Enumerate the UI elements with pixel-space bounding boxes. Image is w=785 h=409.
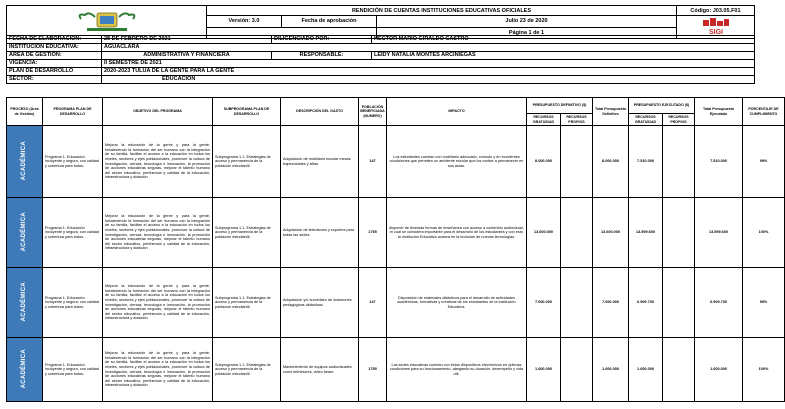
def-gratuidad-cell: 8.000.000	[527, 126, 561, 198]
ejec-gratuidad-cell: 7.510.000	[629, 126, 663, 198]
col-def-propios: RECURSOS PROPIOS	[561, 114, 593, 126]
porcentaje-cell: 100%	[743, 338, 785, 402]
total-def-cell: 13.600.000	[593, 198, 629, 268]
def-propios-cell	[561, 338, 593, 402]
col-programa: PROGRAMA PLAN DE DESARROLLO	[43, 98, 103, 126]
area-value: ADMINISTRATIVA Y FINANCIERA	[102, 52, 272, 60]
page-number: Página 1 de 1	[377, 27, 677, 39]
col-presupuesto-ejecutado: PRESUPUESTO EJECUTADO ($)	[629, 98, 695, 114]
def-gratuidad-cell: 7.000.000	[527, 268, 561, 338]
responsable-value: LEIDY NATALIA MONTES ARCINIEGAS	[372, 52, 755, 60]
descripcion-cell: Adquisición y/o suministro de dotaciones pedagógicas didácticas.	[281, 268, 359, 338]
fecha-value: 28 DE FEBRERO DE 2021	[102, 36, 272, 44]
poblacion-cell: 147	[359, 126, 387, 198]
subprograma-cell: Subprograma 1.1. Estrategias de acceso y permanencia de la población estudiantil.	[213, 268, 281, 338]
objetivo-cell: Mejorar la educación de la gente y para la gente, fortaleciendo la formación del ser humano con la integración de su familia, facilitar el acceso a la educación en todos los niveles, sectores y ejes poblacionales, promover la cultura de investigación, ciencia, tecnología e innovación, la promoción de acciones educativas seguras, mejorar el talento humano del sector educativo, pertinencia y calidad de la educación, infraestructura y dotación	[103, 126, 213, 198]
area-label: AREA DE GESTIÓN:	[7, 52, 102, 60]
ejec-gratuidad-cell: 6.909.700	[629, 268, 663, 338]
ejec-propios-cell	[663, 198, 695, 268]
report-meta	[6, 35, 755, 84]
col-subprograma: SUBPROGRAMA PLAN DE DESARROLLO	[213, 98, 281, 126]
institucion-value: AGUACLARA	[102, 44, 755, 52]
ejec-gratuidad-cell: 13.599.600	[629, 198, 663, 268]
def-propios-cell	[561, 268, 593, 338]
proceso-label: ACADÉMICA	[21, 349, 28, 389]
proceso-cell	[7, 198, 43, 268]
table-row	[7, 198, 785, 268]
subprograma-cell: Subprograma 1.1. Estrategias de acceso y permanencia de la población estudiantil.	[213, 198, 281, 268]
proceso-cell	[7, 338, 43, 402]
total-ejec-cell: 6.909.700	[695, 268, 743, 338]
def-gratuidad-cell: 13.600.000	[527, 198, 561, 268]
total-def-cell: 8.000.000	[593, 126, 629, 198]
col-porcentaje: PORCENTAJE DE CUMPLIMIENTO	[743, 98, 785, 126]
poblacion-cell: 1755	[359, 338, 387, 402]
coat-of-arms-icon	[75, 9, 139, 33]
plan-label: PLAN DE DESARROLLO	[7, 68, 102, 76]
total-ejec-cell: 7.510.000	[695, 126, 743, 198]
table-row	[7, 268, 785, 338]
def-propios-cell	[561, 126, 593, 198]
diligenciado-label: DILIGENCIADO POR:	[272, 36, 372, 44]
report-header	[6, 5, 755, 39]
col-impacto: IMPACTO	[387, 98, 527, 126]
programa-cell: Programa 1. Educación incluyente y segura, con calidad y cobertura para todos.	[43, 268, 103, 338]
table-row	[7, 126, 785, 198]
def-propios-cell	[561, 198, 593, 268]
plan-value: 2020-2023 TULUA DE LA GENTE PARA LA GENTE	[102, 68, 755, 76]
proceso-label: ACADÉMICA	[21, 282, 28, 322]
approval-date: Julio 23 de 2020	[377, 16, 677, 28]
vigencia-value: II SEMESTRE DE 2021	[102, 60, 755, 68]
sigi-label: SIGI	[708, 29, 723, 36]
col-def-gratuidad: RECURSOS GRATUIDAD	[527, 114, 561, 126]
proceso-label: ACADÉMICA	[21, 212, 28, 252]
ejec-propios-cell	[663, 126, 695, 198]
impacto-cell: Disposición de materiales didácticos para el desarrollo de actividades académicas, formativas y creativas de los estudiantes de la Institución Educativa.	[387, 268, 527, 338]
sector-value: EDUCACIÓN	[102, 76, 755, 84]
col-total-definitivo: Total Presupuesto Definitivo	[593, 98, 629, 126]
col-descripcion: DESCRIPCIÓN DEL GASTO	[281, 98, 359, 126]
poblacion-cell: 147	[359, 268, 387, 338]
subprograma-cell: Subprograma 1.1. Estrategias de acceso y permanencia de la población estudiantil.	[213, 126, 281, 198]
proceso-label: ACADÉMICA	[21, 141, 28, 181]
impacto-cell: Las sedes educativas cuentan con éstos dispositivos electrónicos en óptimas condiciones para su funcionamiento, alargando su duración, desempeño y vida útil.	[387, 338, 527, 402]
col-ejec-gratuidad: RECURSOS GRATUIDAD	[629, 114, 663, 126]
sector-label: SECTOR:	[7, 76, 102, 84]
total-def-cell: 1.600.000	[593, 338, 629, 402]
descripcion-cell: Mantenimiento de equipos audiovisuales como televisores, video beam.	[281, 338, 359, 402]
proceso-cell	[7, 268, 43, 338]
col-poblacion: POBLACIÓN BENEFICIADA (NUMERO)	[359, 98, 387, 126]
ejec-gratuidad-cell: 1.600.000	[629, 338, 663, 402]
municipality-logo	[7, 6, 207, 39]
report-title: RENDICIÓN DE CUENTAS INSTITUCIONES EDUCATIVAS OFICIALES	[207, 6, 677, 16]
programa-cell: Programa 1. Educación incluyente y segura, con calidad y cobertura para todos.	[43, 126, 103, 198]
porcentaje-cell: 99%	[743, 268, 785, 338]
col-presupuesto-definitivo: PRESUPUESTO DEFINITIVO ($)	[527, 98, 593, 114]
table-row	[7, 338, 785, 402]
descripcion-cell: Adquisición de mobiliario escolar mesas trapezoidales y sillas.	[281, 126, 359, 198]
descripcion-cell: Adquisición de televisores y soportes para todas las sedes.	[281, 198, 359, 268]
col-proceso: PROCESO (Área de Gestión)	[7, 98, 43, 126]
budget-table	[6, 97, 785, 402]
ejec-propios-cell	[663, 268, 695, 338]
col-total-ejecutado: Total Presupuesto Ejecutado	[695, 98, 743, 126]
institucion-label: INSTITUCIÓN EDUCATIVA:	[7, 44, 102, 52]
programa-cell: Programa 1. Educación incluyente y segura, con calidad y cobertura para todos.	[43, 198, 103, 268]
sigi-logo-icon	[700, 16, 732, 36]
impacto-cell: disponer de diversas formas de enseñanza con acceso a contenido audiovisual, el cual se considera importante para el desarrollo de los estudiantes y con esto la Institución Educativa avanza en la inclusión de nuevas tecnologías.	[387, 198, 527, 268]
table-body	[7, 126, 785, 402]
col-ejec-propios: RECURSOS PROPIOS	[663, 114, 695, 126]
responsable-label: RESPONSABLE:	[272, 52, 372, 60]
porcentaje-cell: 100%	[743, 198, 785, 268]
objetivo-cell: Mejorar la educación de la gente y para la gente, fortaleciendo la formación del ser humano con la integración de su familia, facilitar el acceso a la educación en todos los niveles, sectores y ejes poblacionales, promover la cultura de investigación, ciencia, tecnología e innovación, la promoción de acciones educativas seguras, mejorar el talento humano del sector educativo, pertinencia y calidad de la educación, infraestructura y dotación	[103, 338, 213, 402]
poblacion-cell: 1755	[359, 198, 387, 268]
total-ejec-cell: 1.600.000	[695, 338, 743, 402]
programa-cell: Programa 1. Educación incluyente y segura, con calidad y cobertura para todos.	[43, 338, 103, 402]
version-label: Versión: 3.0	[207, 16, 282, 28]
col-objetivo: OBJETIVO DEL PROGRAMA	[103, 98, 213, 126]
objetivo-cell: Mejorar la educación de la gente y para la gente, fortaleciendo la formación del ser humano con la integración de su familia, facilitar el acceso a la educación en todos los niveles, sectores y ejes poblacionales, promover la cultura de investigación, ciencia, tecnología e innovación, la promoción de acciones educativas seguras, mejorar el talento humano del sector educativo, pertinencia y calidad de la educación, infraestructura y dotación	[103, 268, 213, 338]
total-ejec-cell: 13.599.600	[695, 198, 743, 268]
proceso-cell	[7, 126, 43, 198]
total-def-cell: 7.000.000	[593, 268, 629, 338]
vigencia-label: VIGENCIA:	[7, 60, 102, 68]
impacto-cell: Los estudiantes cuentan con mobiliario adecuado, cómodo y en excelentes condiciones que permiten un ambiente escolar que los motive a permanecer en sus aulas.	[387, 126, 527, 198]
subprograma-cell: Subprograma 1.1. Estrategias de acceso y permanencia de la población estudiantil.	[213, 338, 281, 402]
diligenciado-value: HECTOR MARIO GIRALDO CASTRO	[372, 36, 755, 44]
porcentaje-cell: 99%	[743, 126, 785, 198]
document-code: Código: J03.05.F01	[677, 6, 755, 16]
fecha-label: FECHA DE ELABORACIÓN:	[7, 36, 102, 44]
def-gratuidad-cell: 1.600.000	[527, 338, 561, 402]
objetivo-cell: Mejorar la educación de la gente y para la gente, fortaleciendo la formación del ser humano con la integración de su familia, facilitar el acceso a la educación en todos los niveles, sectores y ejes poblacionales, promover la cultura de investigación, ciencia, tecnología e innovación, la promoción de acciones educativas seguras, mejorar el talento humano del sector educativo, pertinencia y calidad de la educación, infraestructura y dotación	[103, 198, 213, 268]
ejec-propios-cell	[663, 338, 695, 402]
approval-label: Fecha de aprobación	[282, 16, 377, 28]
